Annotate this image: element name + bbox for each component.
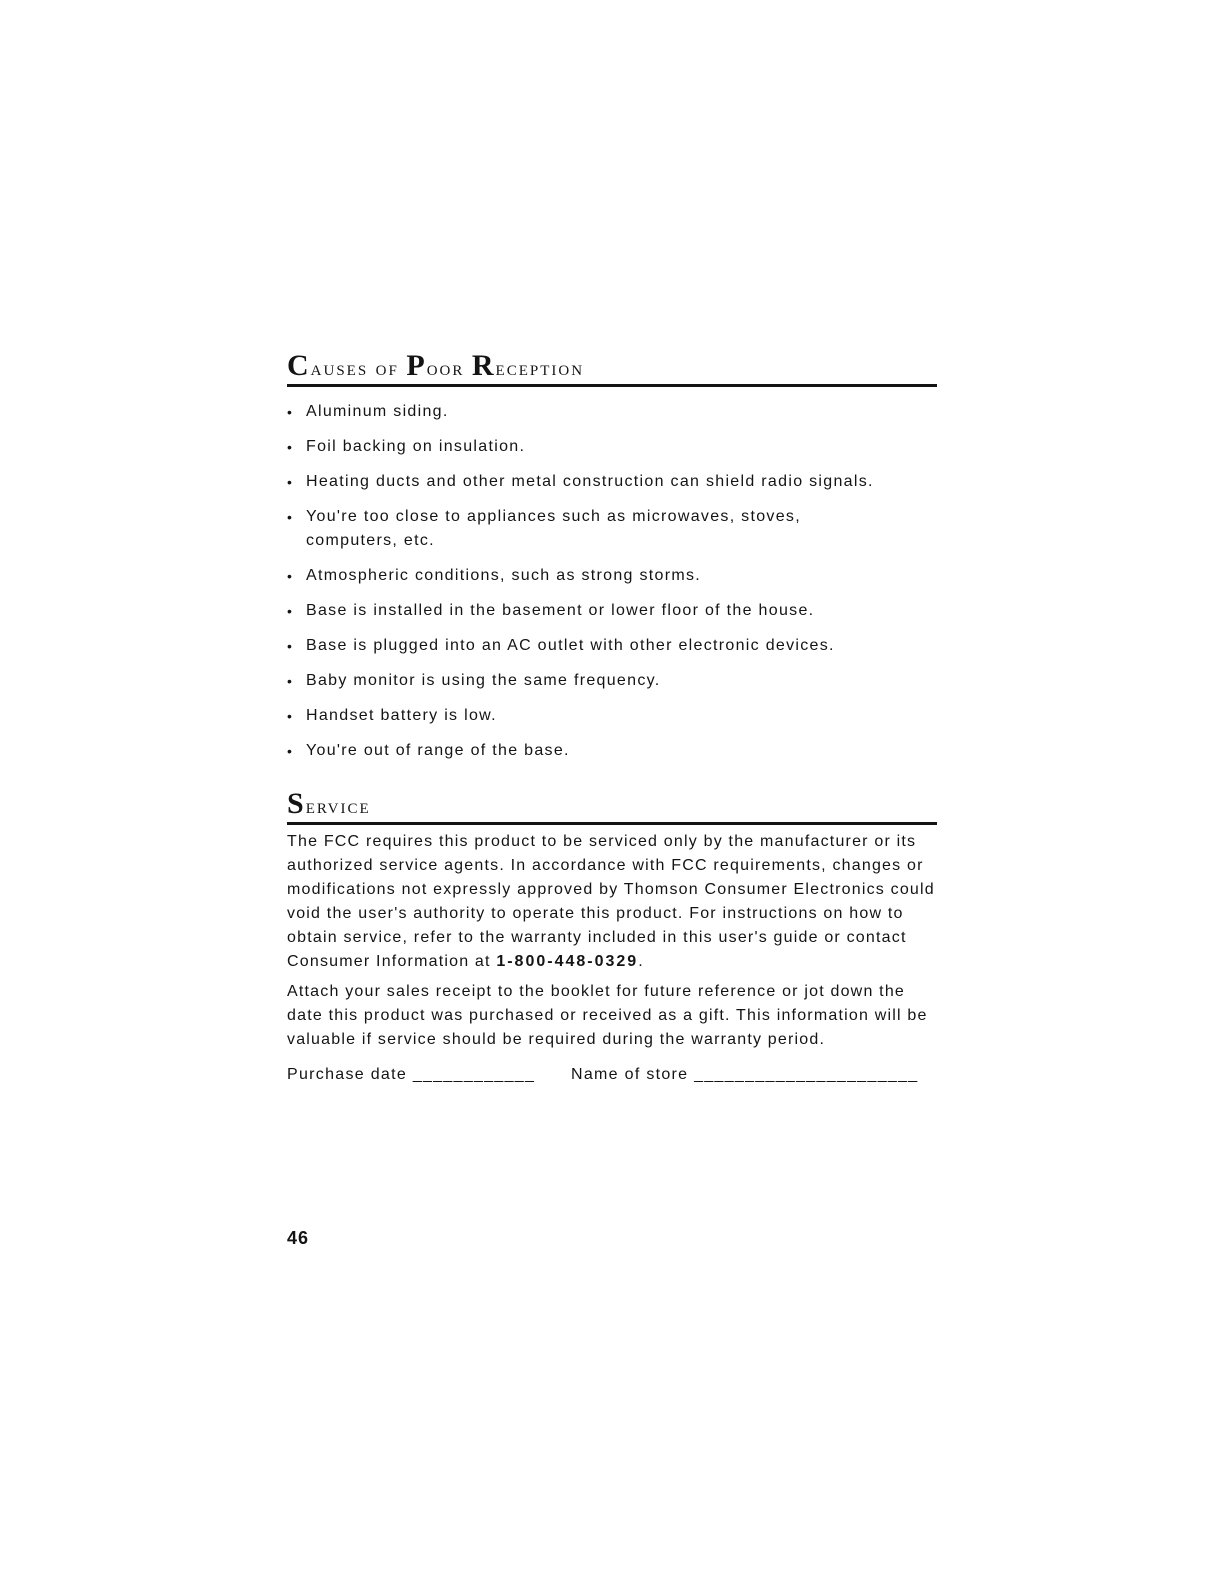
bullet-icon: • <box>287 708 294 724</box>
bullet-icon: • <box>287 568 294 584</box>
heading-text: ervice <box>305 793 371 818</box>
heading-initial: S <box>287 787 306 820</box>
receipt-paragraph: Attach your sales receipt to the booklet for future reference or jot down the date this product was purchased or received as a gift. This information will be valuable if service should be required during the warranty period. <box>287 983 928 1048</box>
list-item <box>287 634 937 658</box>
list-item-text: Handset battery is low. <box>306 707 497 724</box>
bullet-icon: • <box>287 743 294 759</box>
list-item-text: Atmospheric conditions, such as strong storms. <box>306 567 702 584</box>
causes-list <box>287 400 937 774</box>
purchase-date-field: Purchase date ____________ <box>287 1066 536 1083</box>
heading-initial: P <box>406 349 427 382</box>
list-item-text: You're out of range of the base. <box>306 742 570 759</box>
bullet-icon: • <box>287 474 294 490</box>
consumer-information-phone: 1-800-448-0329 <box>496 953 639 970</box>
heading-text: eception <box>495 355 585 380</box>
list-item-text: Foil backing on insulation. <box>306 438 526 455</box>
list-item <box>287 470 937 494</box>
list-item-text: Base is plugged into an AC outlet with other electronic devices. <box>306 637 835 654</box>
service-paragraph-text: The FCC requires this product to be serviced only by the manufacturer or its authorized service agents. In accordance with FCC requirements, changes or modifications not expressly approved by Thomson Consumer Electronics could void the user's authority to operate this product. For instructions on how to obtain service, refer to the warranty included in this user's guide or contact Consumer Information at <box>287 833 935 970</box>
bullet-icon: • <box>287 404 294 420</box>
heading-text: oor <box>426 355 472 380</box>
list-item <box>287 704 937 728</box>
bullet-icon: • <box>287 673 294 689</box>
bullet-icon: • <box>287 603 294 619</box>
service-paragraph <box>287 830 937 974</box>
service-paragraph-end: . <box>638 953 644 970</box>
service-heading <box>287 787 937 825</box>
heading-initial: C <box>287 349 311 382</box>
list-item-text: Base is installed in the basement or lower floor of the house. <box>306 602 815 619</box>
list-item <box>287 599 937 623</box>
heading-text: auses of <box>310 355 407 380</box>
list-item <box>287 505 937 553</box>
store-name-field: Name of store ______________________ <box>571 1066 919 1083</box>
bullet-icon: • <box>287 439 294 455</box>
list-item-text: Heating ducts and other metal construction can shield radio signals. <box>306 473 874 490</box>
bullet-icon: • <box>287 638 294 654</box>
list-item <box>287 400 937 424</box>
list-item-text: Aluminum siding. <box>306 403 449 420</box>
bullet-icon: • <box>287 509 294 525</box>
list-item-text: Baby monitor is using the same frequency. <box>306 672 661 689</box>
purchase-info-row <box>287 1063 937 1087</box>
page-number: 46 <box>287 1228 310 1248</box>
heading-initial: R <box>471 349 496 382</box>
list-item <box>287 435 937 459</box>
causes-of-poor-reception-heading <box>287 349 937 387</box>
list-item <box>287 564 937 588</box>
list-item <box>287 669 937 693</box>
list-item-text: You're too close to appliances such as microwaves, stoves, computers, etc. <box>306 508 801 549</box>
list-item <box>287 739 937 763</box>
